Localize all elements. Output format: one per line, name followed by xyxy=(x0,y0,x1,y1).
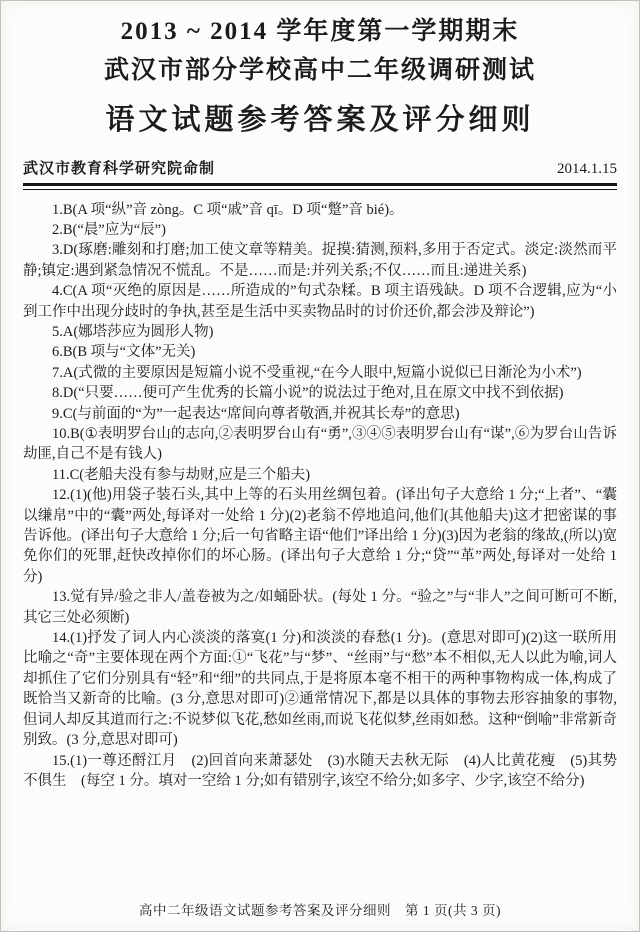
header-divider xyxy=(23,183,617,190)
page-footer: 高中二年级语文试题参考答案及评分细则 第 1 页(共 3 页) xyxy=(139,903,501,918)
answer-item: 15.(1)一尊还酹江月 (2)回首向来萧瑟处 (3)水随天去秋无际 (4)人比黄花瘦 (5)其势不俱生 (每空 1 分。填对一空给 1 分;如有错别字,该空不给分;如多字、少字,该空不给分) xyxy=(23,752,617,789)
answer-item: 7.A(式微的主要原因是短篇小说不受重视,“在今人眼中,短篇小说似已日渐沦为小术”) xyxy=(52,364,582,381)
answer-item: 13.觉有异/验之非人/盖卷被为之/如蛹卧状。(每处 1 分。“验之”与“非人”之间可断可不断,其它三处必须断) xyxy=(23,589,617,626)
issuer-label: 武汉市教育科学研究院命制 xyxy=(23,160,216,177)
answer-item: 4.C(A 项“灭绝的原因是……所造成的”句式杂糅。B 项主语残缺。D 项不合逻辑,应为“小到工作中出现分歧时的争执,甚至是生活中买卖物品时的讨价还价,都会涉及辩论”) xyxy=(23,283,617,320)
answer-item: 12.(1)(他)用袋子装石头,其中上等的石头用丝绸包着。(译出句子大意给 1 分;“上者”、“囊以缣帛”中的“囊”两处,每译对一处给 1 分)(2)老翁不停地追问,他们(其他船夫)这才把密谋的事告诉他。(译出句子大意给 1 分;后一句省略主语“他们”译出给 1 分)(3)因为老翁的缘故,(所以)宽免你们的死罪,赶快改掉你们的坏心肠。(译出句子大意给 1 分;“贷”“革”两处,每译对一处给 1 分) xyxy=(23,487,617,585)
answer-item: 1.B(A 项“纵”音 zòng。C 项“戚”音 qī。D 项“蹩”音 bié)。 xyxy=(52,201,404,218)
answer-item: 2.B(“晨”应为“辰”) xyxy=(52,221,166,238)
answer-item: 14.(1)抒发了词人内心淡淡的落寞(1 分)和淡淡的春愁(1 分)。(意思对即可)(2)这一联所用比喻之“奇”主要体现在两个方面:①“飞花”与“梦”、“丝雨”与“愁”本不相似,无人以此为喻,词人却抓住了它们分别具有“轻”和“细”的共同点,于是将原本毫不相干的两种事物构成一体,构成了既恰当又新奇的比喻。(3 分,意思对即可)②通常情况下,都是以具体的事物去形容抽象的事物,但词人却反其道而行之:不说梦似飞花,愁如丝雨,而说飞花似梦,丝雨如愁。这种“倒喻”非常新奇别致。(3 分,意思对即可) xyxy=(23,630,617,749)
answer-item: 3.D(琢磨:雕刻和打磨;加工使文章等精美。捉摸:猜测,预料,多用于否定式。淡定:淡然而平静;镇定:遇到紧急情况不慌乱。不是……而是:并列关系;不仅……而且:递进关系) xyxy=(23,242,617,279)
document-title-term: 2013 ~ 2014 学年度第一学期期末 xyxy=(120,18,520,45)
answer-item: 8.D(“只要……便可产生优秀的长篇小说”的说法过于绝对,且在原文中找不到依据) xyxy=(52,385,564,402)
answer-item: 10.B(①表明罗台山的志向,②表明罗台山有“勇”,③④⑤表明罗台山有“谋”,⑥为罗台山告诉劫匪,自己不是有钱人) xyxy=(23,426,617,463)
answer-item: 9.C(与前面的“为”一起表达“席间向尊者敬酒,并祝其长寿”的意思) xyxy=(52,405,460,422)
answer-item: 11.C(老船夫没有参与劫财,应是三个船夫) xyxy=(52,466,311,483)
meta-row xyxy=(23,157,617,178)
page-title: 语文试题参考答案及评分细则 xyxy=(105,103,535,136)
date-label: 2014.1.15 xyxy=(557,160,617,177)
document-title-exam: 武汉市部分学校高中二年级调研测试 xyxy=(103,56,536,84)
answers-body xyxy=(23,200,617,792)
title-block xyxy=(23,13,617,141)
answer-item: 5.A(娜塔莎应为圆形人物) xyxy=(52,323,214,340)
answer-item: 6.B(B 项与“文体”无关) xyxy=(52,344,196,361)
